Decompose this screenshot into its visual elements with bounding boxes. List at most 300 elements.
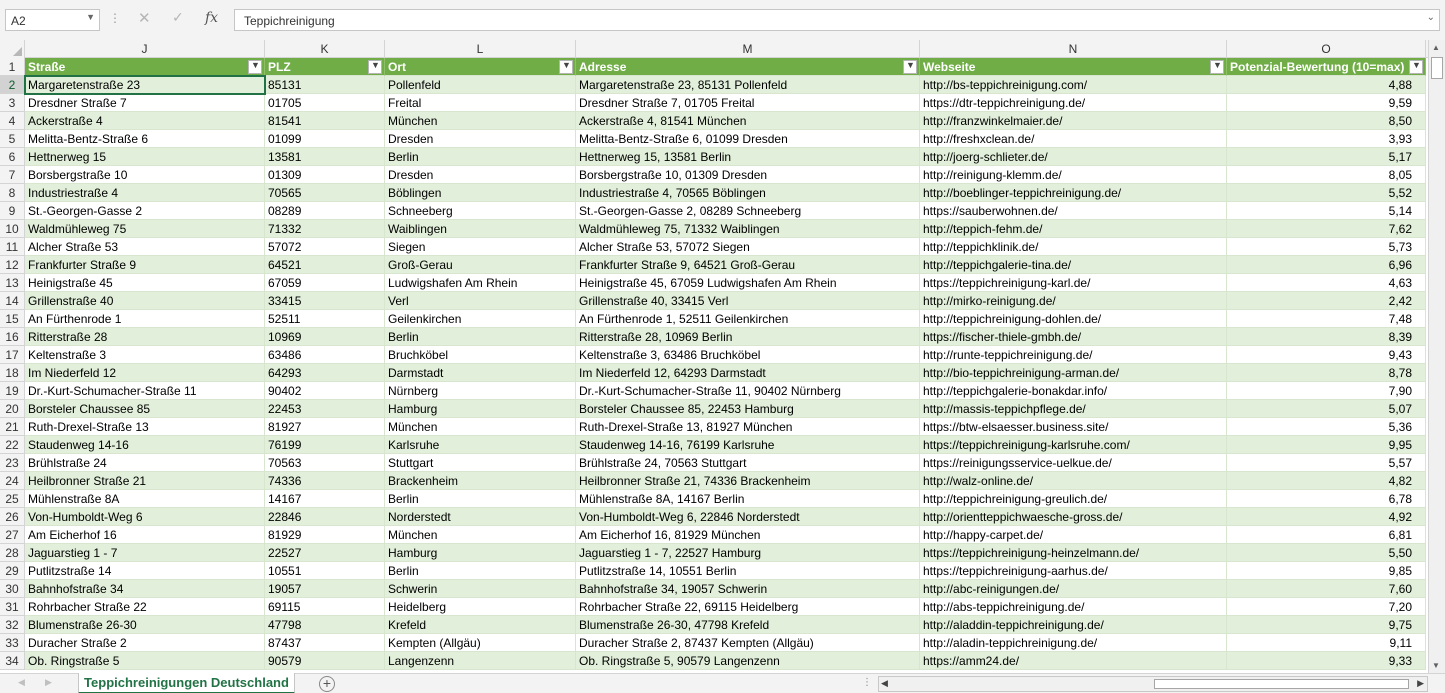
sheet-tab-active[interactable]	[78, 673, 295, 693]
row-number[interactable]: 28	[0, 544, 25, 562]
cell-adresse[interactable]: Im Niederfeld 12, 64293 Darmstadt	[576, 364, 920, 382]
cell-adresse[interactable]: St.-Georgen-Gasse 2, 08289 Schneeberg	[576, 202, 920, 220]
row-number[interactable]: 17	[0, 346, 25, 364]
cell-strasse[interactable]: Ob. Ringstraße 5	[25, 652, 265, 670]
cell-ort[interactable]: Geilenkirchen	[385, 310, 576, 328]
cell-adresse[interactable]: Dr.-Kurt-Schumacher-Straße 11, 90402 Nürnberg	[576, 382, 920, 400]
cell-plz[interactable]: 69115	[265, 598, 385, 616]
cell-webseite[interactable]: http://abc-reinigungen.de/	[920, 580, 1227, 598]
row-number[interactable]: 3	[0, 94, 25, 112]
cell-strasse[interactable]: Ruth-Drexel-Straße 13	[25, 418, 265, 436]
cell-strasse[interactable]: Dr.-Kurt-Schumacher-Straße 11	[25, 382, 265, 400]
row-number[interactable]: 13	[0, 274, 25, 292]
table-row	[0, 598, 1428, 616]
row-number[interactable]: 4	[0, 112, 25, 130]
row-number[interactable]: 30	[0, 580, 25, 598]
cell-strasse[interactable]: Heinigstraße 45	[25, 274, 265, 292]
row-number[interactable]: 22	[0, 436, 25, 454]
cell-ort[interactable]: München	[385, 418, 576, 436]
header-cell-ort[interactable]: Ort	[385, 58, 576, 76]
cell-plz[interactable]: 70563	[265, 454, 385, 472]
header-cell-bewertung[interactable]: Potenzial-Bewertung (10=max)	[1227, 58, 1426, 76]
cell-webseite[interactable]: http://boeblinger-teppichreinigung.de/	[920, 184, 1227, 202]
cell-adresse[interactable]: Bahnhofstraße 34, 19057 Schwerin	[576, 580, 920, 598]
horizontal-scroll-thumb[interactable]	[1154, 679, 1409, 689]
cell-webseite[interactable]: http://teppichgalerie-bonakdar.info/	[920, 382, 1227, 400]
cell-bewertung[interactable]: 9,59	[1227, 94, 1426, 112]
table-row	[0, 580, 1428, 598]
row-number[interactable]: 19	[0, 382, 25, 400]
cell-adresse[interactable]: Ritterstraße 28, 10969 Berlin	[576, 328, 920, 346]
select-all-corner[interactable]	[0, 40, 25, 58]
row-number[interactable]: 29	[0, 562, 25, 580]
cell-plz[interactable]: 13581	[265, 148, 385, 166]
cell-bewertung[interactable]: 4,88	[1227, 76, 1426, 94]
cell-ort[interactable]: München	[385, 526, 576, 544]
cell-plz[interactable]: 74336	[265, 472, 385, 490]
cell-bewertung[interactable]: 9,75	[1227, 616, 1426, 634]
cell-bewertung[interactable]: 6,78	[1227, 490, 1426, 508]
filter-dropdown-icon[interactable]	[559, 60, 573, 74]
cell-strasse[interactable]: Melitta-Bentz-Straße 6	[25, 130, 265, 148]
cell-adresse[interactable]: Jaguarstieg 1 - 7, 22527 Hamburg	[576, 544, 920, 562]
chevron-down-icon: ▼	[1412, 60, 1421, 70]
fx-icon[interactable]: fx	[205, 10, 219, 26]
cell-strasse[interactable]: Frankfurter Straße 9	[25, 256, 265, 274]
cell-ort[interactable]: Berlin	[385, 148, 576, 166]
header-cell-adresse[interactable]: Adresse	[576, 58, 920, 76]
cell-adresse[interactable]: Margaretenstraße 23, 85131 Pollenfeld	[576, 76, 920, 94]
cell-strasse[interactable]: Hettnerweg 15	[25, 148, 265, 166]
cell-plz[interactable]: 57072	[265, 238, 385, 256]
cell-strasse[interactable]: Putlitzstraße 14	[25, 562, 265, 580]
scroll-down-icon[interactable]: ▼	[1432, 661, 1440, 670]
cell-webseite[interactable]: http://aladdin-teppichreinigung.de/	[920, 616, 1227, 634]
row-number[interactable]: 24	[0, 472, 25, 490]
cell-bewertung[interactable]: 5,50	[1227, 544, 1426, 562]
table-row	[0, 274, 1428, 292]
cell-webseite[interactable]: http://aladin-teppichreinigung.de/	[920, 634, 1227, 652]
cell-ort[interactable]: Heidelberg	[385, 598, 576, 616]
cell-adresse[interactable]: Rohrbacher Straße 22, 69115 Heidelberg	[576, 598, 920, 616]
cell-plz[interactable]: 81927	[265, 418, 385, 436]
cell-strasse[interactable]: Jaguarstieg 1 - 7	[25, 544, 265, 562]
cell-webseite[interactable]: http://happy-carpet.de/	[920, 526, 1227, 544]
cell-bewertung[interactable]: 7,90	[1227, 382, 1426, 400]
row-number[interactable]: 31	[0, 598, 25, 616]
cell-adresse[interactable]: Waldmühleweg 75, 71332 Waiblingen	[576, 220, 920, 238]
cell-webseite[interactable]: https://teppichreinigung-aarhus.de/	[920, 562, 1227, 580]
column-header-0[interactable]: J	[25, 40, 265, 58]
cell-strasse[interactable]: Brühlstraße 24	[25, 454, 265, 472]
cell-plz[interactable]: 76199	[265, 436, 385, 454]
cell-adresse[interactable]: An Fürthenrode 1, 52511 Geilenkirchen	[576, 310, 920, 328]
cell-adresse[interactable]: Borsteler Chaussee 85, 22453 Hamburg	[576, 400, 920, 418]
cell-bewertung[interactable]: 6,81	[1227, 526, 1426, 544]
cell-adresse[interactable]: Mühlenstraße 8A, 14167 Berlin	[576, 490, 920, 508]
cell-strasse[interactable]: Keltenstraße 3	[25, 346, 265, 364]
formula-value: Teppichreinigung	[244, 14, 335, 28]
cell-webseite[interactable]: http://joerg-schlieter.de/	[920, 148, 1227, 166]
filter-dropdown-icon[interactable]	[368, 60, 382, 74]
cell-bewertung[interactable]: 4,63	[1227, 274, 1426, 292]
cell-webseite[interactable]: http://bio-teppichreinigung-arman.de/	[920, 364, 1227, 382]
cell-strasse[interactable]: Alcher Straße 53	[25, 238, 265, 256]
cell-webseite[interactable]: http://teppichklinik.de/	[920, 238, 1227, 256]
cell-webseite[interactable]: http://freshxclean.de/	[920, 130, 1227, 148]
column-header-1[interactable]: K	[265, 40, 385, 58]
cell-webseite[interactable]: http://orientteppichwaesche-gross.de/	[920, 508, 1227, 526]
row-number[interactable]: 32	[0, 616, 25, 634]
cell-bewertung[interactable]: 9,33	[1227, 652, 1426, 670]
cell-strasse[interactable]: Von-Humboldt-Weg 6	[25, 508, 265, 526]
cell-ort[interactable]: Hamburg	[385, 400, 576, 418]
table-row	[0, 508, 1428, 526]
cell-ort[interactable]: Stuttgart	[385, 454, 576, 472]
cell-webseite[interactable]: http://teppich-fehm.de/	[920, 220, 1227, 238]
column-header-2[interactable]: L	[385, 40, 576, 58]
vertical-scroll-thumb[interactable]	[1431, 57, 1443, 79]
column-header-5[interactable]: O	[1227, 40, 1426, 58]
spreadsheet-grid[interactable]	[0, 40, 1428, 673]
cell-webseite[interactable]: http://bs-teppichreinigung.com/	[920, 76, 1227, 94]
cell-adresse[interactable]: Blumenstraße 26-30, 47798 Krefeld	[576, 616, 920, 634]
row-number[interactable]: 18	[0, 364, 25, 382]
cell-webseite[interactable]: http://mirko-reinigung.de/	[920, 292, 1227, 310]
cell-webseite[interactable]: https://btw-elsaesser.business.site/	[920, 418, 1227, 436]
cell-strasse[interactable]: Grillenstraße 40	[25, 292, 265, 310]
cell-strasse[interactable]: Dresdner Straße 7	[25, 94, 265, 112]
header-cell-webseite[interactable]: Webseite	[920, 58, 1227, 76]
row-number[interactable]: 10	[0, 220, 25, 238]
expand-formula-icon[interactable]: ⌄	[1426, 12, 1435, 23]
cell-strasse[interactable]: Borsteler Chaussee 85	[25, 400, 265, 418]
cell-strasse[interactable]: Staudenweg 14-16	[25, 436, 265, 454]
cell-ort[interactable]: München	[385, 112, 576, 130]
next-sheet-icon[interactable]: ▶	[45, 677, 52, 687]
row-number[interactable]: 34	[0, 652, 25, 670]
tab-split-handle-icon[interactable]: ⋮	[862, 677, 871, 688]
cell-strasse[interactable]: Im Niederfeld 12	[25, 364, 265, 382]
cell-ort[interactable]: Berlin	[385, 328, 576, 346]
cell-bewertung[interactable]: 2,42	[1227, 292, 1426, 310]
column-header-3[interactable]: M	[576, 40, 920, 58]
cell-ort[interactable]: Ludwigshafen Am Rhein	[385, 274, 576, 292]
cell-bewertung[interactable]: 9,43	[1227, 346, 1426, 364]
cell-bewertung[interactable]: 8,50	[1227, 112, 1426, 130]
cell-strasse[interactable]: An Fürthenrode 1	[25, 310, 265, 328]
scroll-up-icon[interactable]: ▲	[1432, 43, 1440, 52]
vertical-scrollbar[interactable]	[1428, 40, 1445, 673]
row-number[interactable]: 5	[0, 130, 25, 148]
chevron-down-icon: ▼	[371, 60, 380, 70]
cell-adresse[interactable]: Ackerstraße 4, 81541 München	[576, 112, 920, 130]
cell-strasse[interactable]: Margaretenstraße 23	[25, 76, 265, 94]
row-number[interactable]: 6	[0, 148, 25, 166]
cell-ort[interactable]: Norderstedt	[385, 508, 576, 526]
cell-bewertung[interactable]: 3,93	[1227, 130, 1426, 148]
table-row	[0, 166, 1428, 184]
cell-ort[interactable]: Bruchköbel	[385, 346, 576, 364]
row-number[interactable]: 15	[0, 310, 25, 328]
formula-input[interactable]	[234, 9, 1440, 31]
row-number[interactable]: 8	[0, 184, 25, 202]
cell-plz[interactable]: 22527	[265, 544, 385, 562]
cell-strasse[interactable]: Waldmühleweg 75	[25, 220, 265, 238]
cell-plz[interactable]: 67059	[265, 274, 385, 292]
cell-adresse[interactable]: Heilbronner Straße 21, 74336 Brackenheim	[576, 472, 920, 490]
cell-adresse[interactable]: Putlitzstraße 14, 10551 Berlin	[576, 562, 920, 580]
cell-ort[interactable]: Siegen	[385, 238, 576, 256]
chevron-down-icon: ▼	[1213, 60, 1222, 70]
table-row	[0, 454, 1428, 472]
cell-webseite[interactable]: http://teppichreinigung-dohlen.de/	[920, 310, 1227, 328]
table-row	[0, 382, 1428, 400]
cell-ort[interactable]: Böblingen	[385, 184, 576, 202]
cell-ort[interactable]: Nürnberg	[385, 382, 576, 400]
plus-circle-icon[interactable]: +	[319, 676, 335, 692]
cell-plz[interactable]: 70565	[265, 184, 385, 202]
cell-adresse[interactable]: Hettnerweg 15, 13581 Berlin	[576, 148, 920, 166]
cell-strasse[interactable]: Rohrbacher Straße 22	[25, 598, 265, 616]
table-row	[0, 364, 1428, 382]
table-row	[0, 220, 1428, 238]
scroll-right-icon[interactable]: ▶	[1417, 678, 1424, 688]
table-row	[0, 256, 1428, 274]
cell-ort[interactable]: Hamburg	[385, 544, 576, 562]
cell-adresse[interactable]: Heinigstraße 45, 67059 Ludwigshafen Am Rhein	[576, 274, 920, 292]
cell-plz[interactable]: 90402	[265, 382, 385, 400]
cell-bewertung[interactable]: 5,73	[1227, 238, 1426, 256]
cell-webseite[interactable]: https://teppichreinigung-karlsruhe.com/	[920, 436, 1227, 454]
table-row	[0, 346, 1428, 364]
scroll-left-icon[interactable]: ◀	[881, 678, 888, 688]
cell-ort[interactable]: Krefeld	[385, 616, 576, 634]
filter-dropdown-icon[interactable]	[248, 60, 262, 74]
cell-strasse[interactable]: Blumenstraße 26-30	[25, 616, 265, 634]
row-number[interactable]: 21	[0, 418, 25, 436]
cell-bewertung[interactable]: 5,52	[1227, 184, 1426, 202]
chevron-down-icon: ▼	[562, 60, 571, 70]
cell-bewertung[interactable]: 9,95	[1227, 436, 1426, 454]
cell-bewertung[interactable]: 5,36	[1227, 418, 1426, 436]
name-box-value: A2	[11, 14, 26, 28]
cell-strasse[interactable]: Industriestraße 4	[25, 184, 265, 202]
cell-webseite[interactable]: https://teppichreinigung-heinzelmann.de/	[920, 544, 1227, 562]
cell-bewertung[interactable]: 9,11	[1227, 634, 1426, 652]
cell-strasse[interactable]: Borsbergstraße 10	[25, 166, 265, 184]
table-row	[0, 490, 1428, 508]
cell-ort[interactable]: Berlin	[385, 490, 576, 508]
table-row	[0, 652, 1428, 670]
cell-adresse[interactable]: Ob. Ringstraße 5, 90579 Langenzenn	[576, 652, 920, 670]
cell-plz[interactable]: 87437	[265, 634, 385, 652]
cell-bewertung[interactable]: 5,14	[1227, 202, 1426, 220]
cell-webseite[interactable]: https://teppichreinigung-karl.de/	[920, 274, 1227, 292]
cell-ort[interactable]: Kempten (Allgäu)	[385, 634, 576, 652]
cell-webseite[interactable]: https://fischer-thiele-gmbh.de/	[920, 328, 1227, 346]
cell-ort[interactable]: Schwerin	[385, 580, 576, 598]
cell-plz[interactable]: 22846	[265, 508, 385, 526]
row-number[interactable]: 27	[0, 526, 25, 544]
horizontal-scrollbar[interactable]	[878, 676, 1428, 692]
cell-plz[interactable]: 10551	[265, 562, 385, 580]
cell-webseite[interactable]: https://amm24.de/	[920, 652, 1227, 670]
cell-plz[interactable]: 63486	[265, 346, 385, 364]
cell-adresse[interactable]: Dresdner Straße 7, 01705 Freital	[576, 94, 920, 112]
cell-adresse[interactable]: Frankfurter Straße 9, 64521 Groß-Gerau	[576, 256, 920, 274]
cell-strasse[interactable]: St.-Georgen-Gasse 2	[25, 202, 265, 220]
cell-bewertung[interactable]: 8,78	[1227, 364, 1426, 382]
select-all-icon	[13, 47, 22, 56]
cell-adresse[interactable]: Borsbergstraße 10, 01309 Dresden	[576, 166, 920, 184]
cell-webseite[interactable]: http://teppichreinigung-greulich.de/	[920, 490, 1227, 508]
filter-dropdown-icon[interactable]	[1210, 60, 1224, 74]
row-number[interactable]: 1	[0, 58, 25, 76]
cell-strasse[interactable]: Mühlenstraße 8A	[25, 490, 265, 508]
cell-adresse[interactable]: Ruth-Drexel-Straße 13, 81927 München	[576, 418, 920, 436]
cell-strasse[interactable]: Heilbronner Straße 21	[25, 472, 265, 490]
column-header-4[interactable]: N	[920, 40, 1227, 58]
cell-ort[interactable]: Karlsruhe	[385, 436, 576, 454]
cell-webseite[interactable]: http://franzwinkelmaier.de/	[920, 112, 1227, 130]
chevron-down-icon[interactable]: ▼	[86, 12, 95, 22]
more-options-icon: ⋮	[109, 11, 120, 25]
cell-ort[interactable]: Verl	[385, 292, 576, 310]
cell-strasse[interactable]: Ritterstraße 28	[25, 328, 265, 346]
cell-strasse[interactable]: Duracher Straße 2	[25, 634, 265, 652]
cell-bewertung[interactable]: 7,62	[1227, 220, 1426, 238]
cell-plz[interactable]: 22453	[265, 400, 385, 418]
cell-plz[interactable]: 01309	[265, 166, 385, 184]
table-row	[0, 616, 1428, 634]
row-number[interactable]: 14	[0, 292, 25, 310]
cell-adresse[interactable]: Grillenstraße 40, 33415 Verl	[576, 292, 920, 310]
cell-bewertung[interactable]: 8,39	[1227, 328, 1426, 346]
cell-plz[interactable]: 52511	[265, 310, 385, 328]
cell-webseite[interactable]: http://reinigung-klemm.de/	[920, 166, 1227, 184]
cell-ort[interactable]: Waiblingen	[385, 220, 576, 238]
table-row	[0, 562, 1428, 580]
row-number[interactable]: 26	[0, 508, 25, 526]
cell-ort[interactable]: Brackenheim	[385, 472, 576, 490]
cell-plz[interactable]: 19057	[265, 580, 385, 598]
cell-plz[interactable]: 14167	[265, 490, 385, 508]
row-number[interactable]: 23	[0, 454, 25, 472]
cell-webseite[interactable]: http://massis-teppichpflege.de/	[920, 400, 1227, 418]
cell-webseite[interactable]: http://walz-online.de/	[920, 472, 1227, 490]
name-box[interactable]	[5, 9, 100, 31]
cell-webseite[interactable]: https://reinigungsservice-uelkue.de/	[920, 454, 1227, 472]
cell-ort[interactable]: Berlin	[385, 562, 576, 580]
cell-strasse[interactable]: Ackerstraße 4	[25, 112, 265, 130]
row-number[interactable]: 25	[0, 490, 25, 508]
cell-plz[interactable]: 64293	[265, 364, 385, 382]
cell-ort[interactable]: Freital	[385, 94, 576, 112]
cell-adresse[interactable]: Von-Humboldt-Weg 6, 22846 Norderstedt	[576, 508, 920, 526]
cancel-icon[interactable]: ✕	[138, 10, 151, 27]
cell-adresse[interactable]: Brühlstraße 24, 70563 Stuttgart	[576, 454, 920, 472]
cell-ort[interactable]: Dresden	[385, 166, 576, 184]
cell-bewertung[interactable]: 7,48	[1227, 310, 1426, 328]
cell-bewertung[interactable]: 6,96	[1227, 256, 1426, 274]
cell-bewertung[interactable]: 7,60	[1227, 580, 1426, 598]
cell-bewertung[interactable]: 4,92	[1227, 508, 1426, 526]
cell-bewertung[interactable]: 5,57	[1227, 454, 1426, 472]
cell-ort[interactable]: Langenzenn	[385, 652, 576, 670]
check-icon[interactable]: ✓	[172, 9, 184, 25]
row-number[interactable]: 33	[0, 634, 25, 652]
cell-webseite[interactable]: https://sauberwohnen.de/	[920, 202, 1227, 220]
cell-adresse[interactable]: Am Eicherhof 16, 81929 München	[576, 526, 920, 544]
cell-bewertung[interactable]: 5,17	[1227, 148, 1426, 166]
cell-plz[interactable]: 01099	[265, 130, 385, 148]
cell-webseite[interactable]: http://abs-teppichreinigung.de/	[920, 598, 1227, 616]
row-number[interactable]: 7	[0, 166, 25, 184]
cell-plz[interactable]: 90579	[265, 652, 385, 670]
table-row	[0, 544, 1428, 562]
row-number[interactable]: 9	[0, 202, 25, 220]
cell-adresse[interactable]: Keltenstraße 3, 63486 Bruchköbel	[576, 346, 920, 364]
cell-webseite[interactable]: https://dtr-teppichreinigung.de/	[920, 94, 1227, 112]
cell-webseite[interactable]: http://teppichgalerie-tina.de/	[920, 256, 1227, 274]
cell-ort[interactable]: Pollenfeld	[385, 76, 576, 94]
cell-ort[interactable]: Dresden	[385, 130, 576, 148]
cell-ort[interactable]: Schneeberg	[385, 202, 576, 220]
row-number[interactable]: 2	[0, 76, 25, 94]
cell-plz[interactable]: 08289	[265, 202, 385, 220]
cell-plz[interactable]: 64521	[265, 256, 385, 274]
row-number[interactable]: 11	[0, 238, 25, 256]
filter-dropdown-icon[interactable]	[903, 60, 917, 74]
cell-strasse[interactable]: Bahnhofstraße 34	[25, 580, 265, 598]
cell-plz[interactable]: 10969	[265, 328, 385, 346]
header-cell-strasse[interactable]: Straße	[25, 58, 265, 76]
cell-plz[interactable]: 81541	[265, 112, 385, 130]
cell-bewertung[interactable]: 8,05	[1227, 166, 1426, 184]
cell-adresse[interactable]: Industriestraße 4, 70565 Böblingen	[576, 184, 920, 202]
cell-ort[interactable]: Darmstadt	[385, 364, 576, 382]
cell-strasse[interactable]: Am Eicherhof 16	[25, 526, 265, 544]
cell-adresse[interactable]: Staudenweg 14-16, 76199 Karlsruhe	[576, 436, 920, 454]
table-row	[0, 94, 1428, 112]
cell-bewertung[interactable]: 7,20	[1227, 598, 1426, 616]
cell-plz[interactable]: 71332	[265, 220, 385, 238]
cell-ort[interactable]: Groß-Gerau	[385, 256, 576, 274]
cell-adresse[interactable]: Duracher Straße 2, 87437 Kempten (Allgäu)	[576, 634, 920, 652]
cell-plz[interactable]: 01705	[265, 94, 385, 112]
row-number[interactable]: 16	[0, 328, 25, 346]
row-number[interactable]: 12	[0, 256, 25, 274]
cell-bewertung[interactable]: 4,82	[1227, 472, 1426, 490]
cell-bewertung[interactable]: 5,07	[1227, 400, 1426, 418]
cell-bewertung[interactable]: 9,85	[1227, 562, 1426, 580]
row-number[interactable]: 20	[0, 400, 25, 418]
cell-plz[interactable]: 47798	[265, 616, 385, 634]
cell-plz[interactable]: 33415	[265, 292, 385, 310]
cell-adresse[interactable]: Alcher Straße 53, 57072 Siegen	[576, 238, 920, 256]
prev-sheet-icon[interactable]: ◀	[18, 677, 25, 687]
cell-plz[interactable]: 81929	[265, 526, 385, 544]
header-cell-plz[interactable]: PLZ	[265, 58, 385, 76]
cell-plz[interactable]: 85131	[265, 76, 385, 94]
filter-dropdown-icon[interactable]	[1409, 60, 1423, 74]
table-row	[0, 328, 1428, 346]
table-row	[0, 184, 1428, 202]
cell-adresse[interactable]: Melitta-Bentz-Straße 6, 01099 Dresden	[576, 130, 920, 148]
sheet-tab-bar	[0, 673, 1445, 693]
cell-webseite[interactable]: http://runte-teppichreinigung.de/	[920, 346, 1227, 364]
